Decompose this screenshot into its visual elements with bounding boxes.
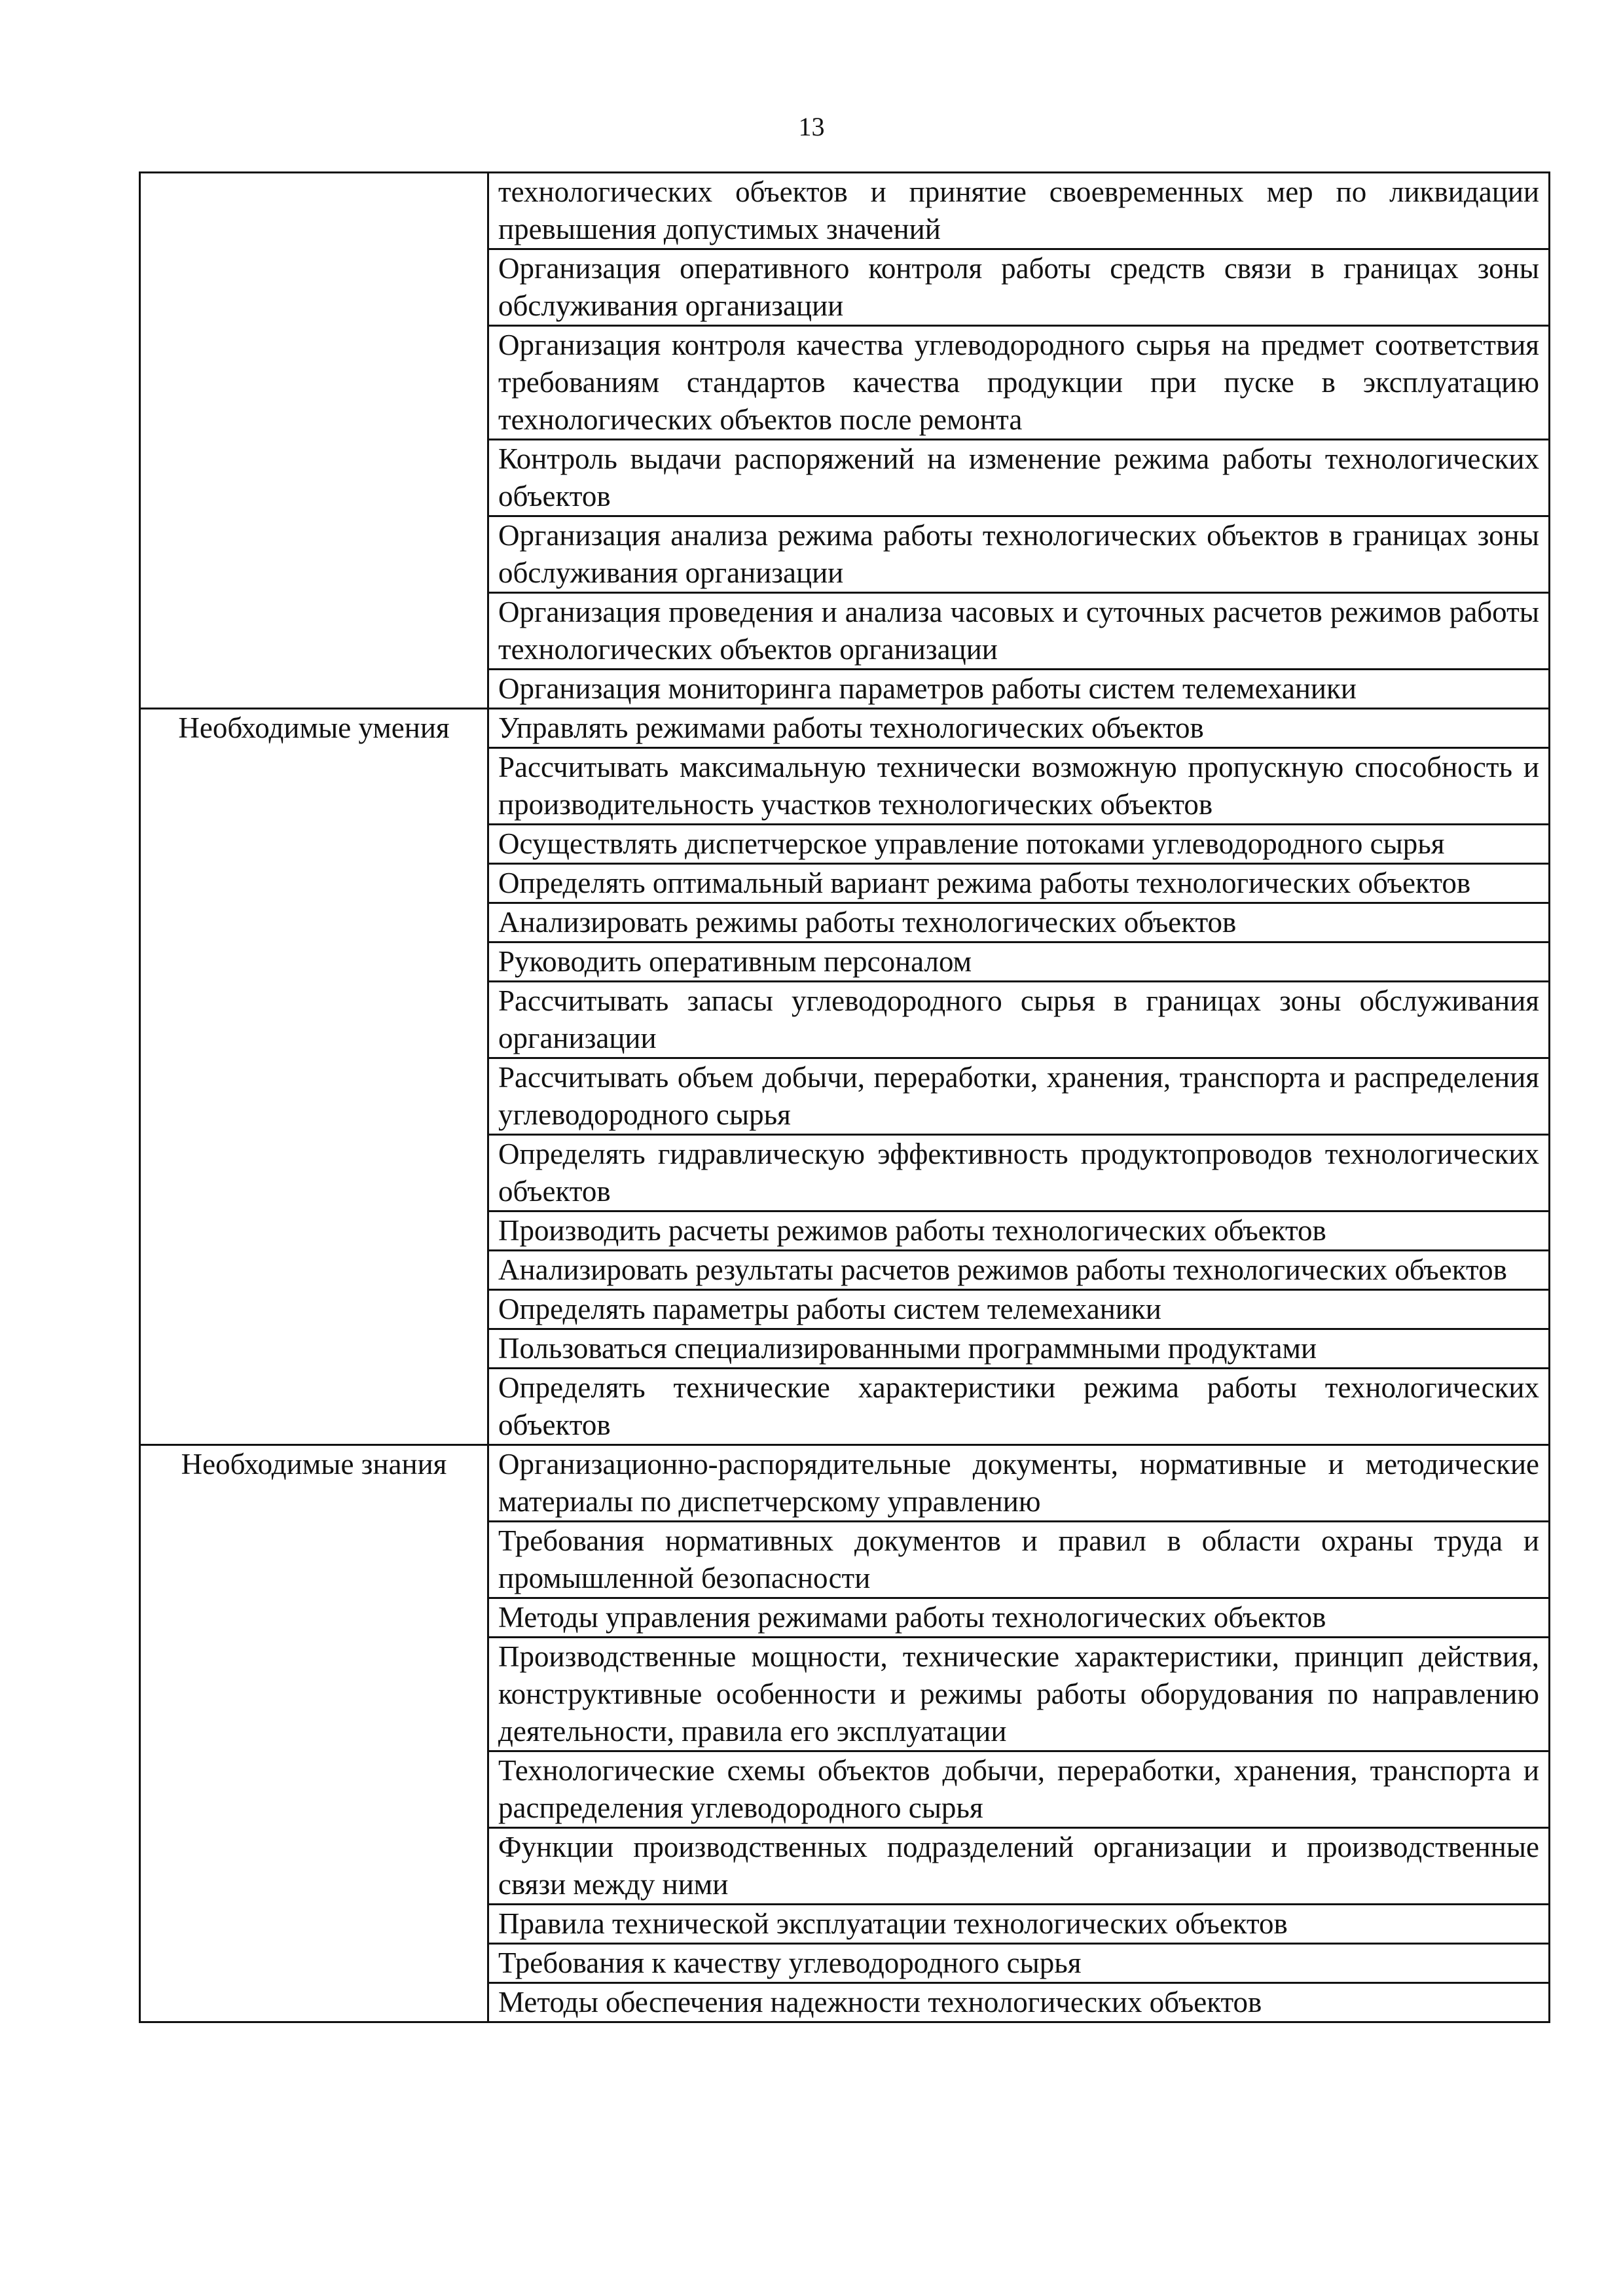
table-cell-item: Рассчитывать объем добычи, переработки, хранения, транспорта и распределения углеводородного сырья: [488, 1058, 1550, 1135]
table-cell-item: Осуществлять диспетчерское управление потоками углеводородного сырья: [488, 825, 1550, 864]
table-cell-item: Контроль выдачи распоряжений на изменение режима работы технологических объектов: [488, 440, 1550, 516]
table-cell-item: Правила технической эксплуатации технологических объектов: [488, 1905, 1550, 1944]
table-cell-item: Методы управления режимами работы технологических объектов: [488, 1598, 1550, 1638]
table-cell-item: Производственные мощности, технические характеристики, принцип действия, конструктивные особенности и режимы работы оборудования по направлению деятельности, правила его эксплуатации: [488, 1638, 1550, 1751]
table-cell-item: Руководить оперативным персоналом: [488, 942, 1550, 982]
table-cell-item: Функции производственных подразделений организации и производственные связи между ними: [488, 1828, 1550, 1905]
table-cell-item: Организация анализа режима работы технологических объектов в границах зоны обслуживания организации: [488, 516, 1550, 593]
table-cell-item: Рассчитывать максимальную технически возможную пропускную способность и производительность участков технологических объектов: [488, 748, 1550, 825]
table-cell-item: технологических объектов и принятие своевременных мер по ликвидации превышения допустимых значений: [488, 173, 1550, 249]
page-number: 13: [798, 112, 825, 141]
section-label: Необходимые умения: [140, 709, 488, 1445]
table-cell-item: Определять параметры работы систем телемеханики: [488, 1290, 1550, 1329]
table-cell-item: Организационно-распорядительные документы, нормативные и методические материалы по диспетчерскому управлению: [488, 1445, 1550, 1522]
table-row: [140, 1445, 1550, 1522]
section-label: [140, 173, 488, 709]
table-row: [140, 709, 1550, 748]
table-cell-item: Организация проведения и анализа часовых и суточных расчетов режимов работы технологических объектов организации: [488, 593, 1550, 670]
table-cell-item: Пользоваться специализированными программными продуктами: [488, 1329, 1550, 1369]
table-cell-item: Организация оперативного контроля работы средств связи в границах зоны обслуживания организации: [488, 249, 1550, 326]
table-cell-item: Требования к качеству углеводородного сырья: [488, 1944, 1550, 1983]
table-cell-item: Производить расчеты режимов работы технологических объектов: [488, 1211, 1550, 1251]
table-cell-item: Требования нормативных документов и правил в области охраны труда и промышленной безопасности: [488, 1522, 1550, 1598]
table-cell-item: Анализировать результаты расчетов режимов работы технологических объектов: [488, 1251, 1550, 1290]
table-cell-item: Управлять режимами работы технологических объектов: [488, 709, 1550, 748]
table-cell-item: Определять технические характеристики режима работы технологических объектов: [488, 1369, 1550, 1445]
table-cell-item: Технологические схемы объектов добычи, переработки, хранения, транспорта и распределения углеводородного сырья: [488, 1751, 1550, 1828]
table-cell-item: Определять гидравлическую эффективность продуктопроводов технологических объектов: [488, 1135, 1550, 1211]
table-cell-item: Рассчитывать запасы углеводородного сырья в границах зоны обслуживания организации: [488, 982, 1550, 1058]
competency-table: [139, 171, 1550, 2023]
table-cell-item: Анализировать режимы работы технологических объектов: [488, 903, 1550, 942]
section-label: Необходимые знания: [140, 1445, 488, 2022]
table-body: [140, 173, 1550, 2022]
table-cell-item: Организация мониторинга параметров работы систем телемеханики: [488, 670, 1550, 709]
table-cell-item: Организация контроля качества углеводородного сырья на предмет соответствия требованиям стандартов качества продукции при пуске в эксплуатацию технологических объектов после ремонта: [488, 326, 1550, 440]
table-cell-item: Методы обеспечения надежности технологических объектов: [488, 1983, 1550, 2022]
table-row: [140, 173, 1550, 249]
table-cell-item: Определять оптимальный вариант режима работы технологических объектов: [488, 864, 1550, 903]
